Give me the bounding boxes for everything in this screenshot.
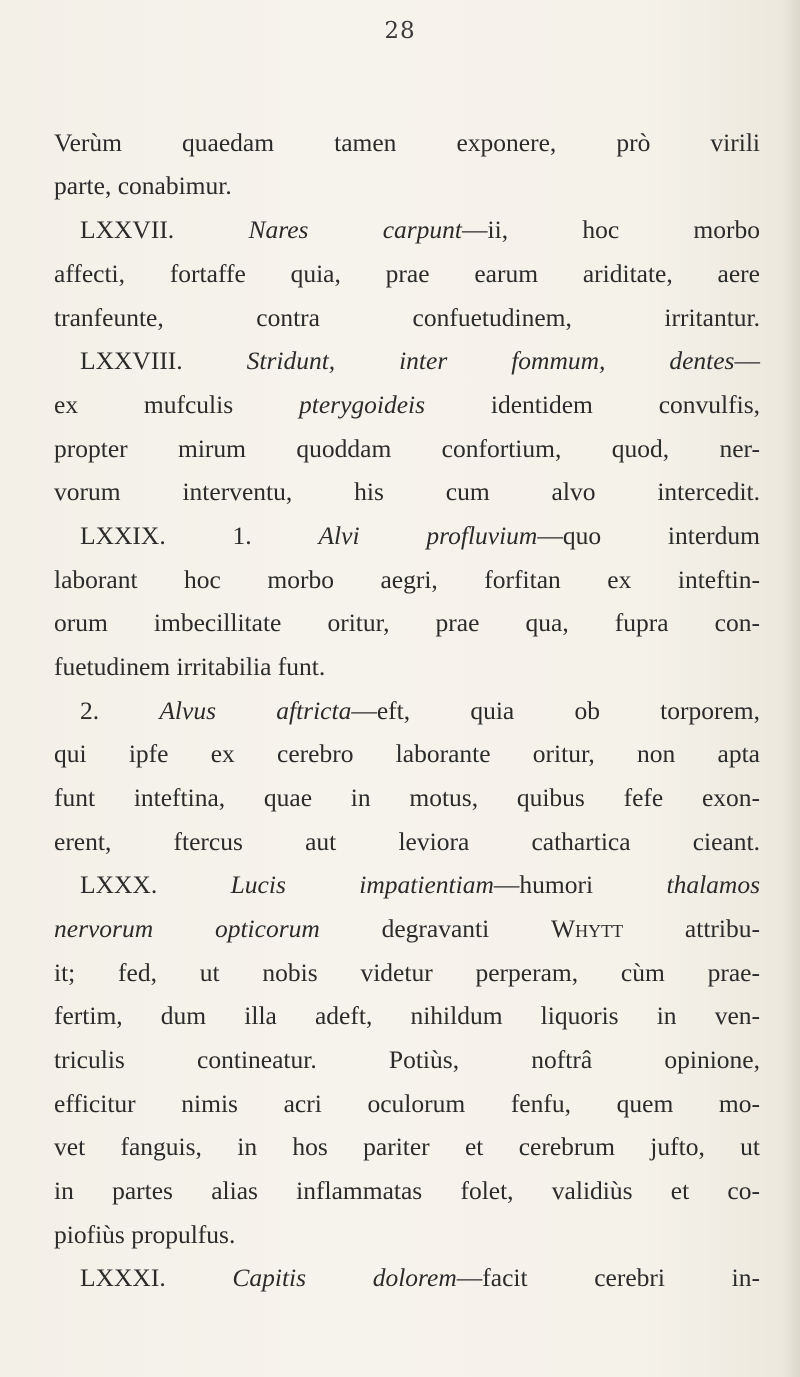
italic-text: Alvi profluvium	[318, 521, 538, 550]
text-run: erent, ftercus aut leviora cathartica cieant.	[54, 827, 760, 856]
text-run: in partes alias inflammatas folet, validiùs et co-	[54, 1176, 760, 1205]
text-run: LXXVIII.	[80, 346, 247, 375]
text-run: —humori	[493, 870, 667, 899]
text-run: it; fed, ut nobis videtur perperam, cùm prae-	[54, 958, 760, 987]
italic-text: Nares carpunt	[248, 215, 463, 244]
text-line	[54, 1126, 760, 1168]
text-line	[54, 253, 760, 295]
text-run: LXXIX. 1.	[80, 521, 319, 550]
text-run: LXXX.	[80, 870, 231, 899]
text-run: affecti, fortaffe quia, prae earum ariditate, aere	[54, 259, 760, 288]
italic-text: Lucis impatientiam	[230, 870, 494, 899]
text-line	[54, 1170, 760, 1212]
text-line	[80, 340, 760, 382]
italic-text: thalamos	[666, 870, 760, 899]
text-line	[80, 690, 760, 732]
text-line	[54, 602, 760, 644]
text-run: ex mufculis	[54, 390, 299, 419]
text-run: LXXXI.	[80, 1263, 233, 1292]
text-run: Verùm quaedam tamen exponere, prò virili	[54, 128, 760, 157]
text-line	[54, 646, 325, 688]
text-line	[80, 515, 760, 557]
text-run: —	[734, 346, 760, 375]
text-run: fertim, dum illa adeft, nihildum liquoris in ven-	[54, 1001, 760, 1030]
text-run: —eft, quia ob torporem,	[351, 696, 761, 725]
text-line	[80, 864, 760, 906]
text-line	[54, 297, 760, 339]
italic-text: pterygoideis	[299, 390, 426, 419]
text-run: parte, conabimur.	[54, 171, 232, 200]
text-line	[54, 471, 760, 513]
page-edge-shadow	[782, 0, 800, 1377]
text-line	[54, 733, 760, 775]
text-run: —quo interdum	[537, 521, 760, 550]
text-run: LXXVII.	[80, 215, 249, 244]
text-line	[80, 209, 760, 251]
text-line	[54, 908, 760, 950]
text-run: piofiùs propulfus.	[54, 1220, 236, 1249]
italic-text: Stridunt, inter fommum, dentes	[246, 346, 735, 375]
text-run: laborant hoc morbo aegri, forfitan ex inteftin-	[54, 565, 760, 594]
text-run: degravanti	[319, 914, 552, 943]
text-run: identidem convulfis,	[425, 390, 760, 419]
text-run: efficitur nimis acri oculorum fenfu, quem mo-	[54, 1089, 760, 1118]
text-line	[54, 428, 760, 470]
page-number: 28	[384, 18, 416, 44]
text-run: 2.	[80, 696, 160, 725]
text-line	[54, 1214, 235, 1256]
text-line	[54, 777, 760, 819]
text-line	[54, 122, 760, 164]
text-line	[54, 1039, 760, 1081]
text-run: orum imbecillitate oritur, prae qua, fupra con-	[54, 608, 760, 637]
text-run: propter mirum quoddam confortium, quod, ner-	[54, 434, 760, 463]
italic-text: Alvus aftricta	[159, 696, 352, 725]
italic-text: Capitis dolorem	[232, 1263, 457, 1292]
text-line	[54, 384, 760, 426]
text-run: funt inteftina, quae in motus, quibus fefe exon-	[54, 783, 760, 812]
text-run: qui ipfe ex cerebro laborante oritur, non apta	[54, 739, 760, 768]
text-run: —facit cerebri in-	[456, 1263, 760, 1292]
text-line	[54, 821, 760, 863]
text-run: —ii, hoc morbo	[462, 215, 760, 244]
italic-text: nervorum opticorum	[54, 914, 320, 943]
text-run: vorum interventu, his cum alvo intercedit.	[54, 477, 760, 506]
text-line	[80, 1257, 760, 1299]
text-line	[54, 559, 760, 601]
text-line	[54, 952, 760, 994]
text-line	[54, 995, 760, 1037]
small-caps-text: Whytt	[551, 914, 624, 943]
text-line	[54, 1083, 760, 1125]
text-run: attribu-	[623, 914, 760, 943]
text-line	[54, 165, 232, 207]
text-run: vet fanguis, in hos pariter et cerebrum jufto, ut	[54, 1132, 760, 1161]
text-run: tranfeunte, contra confuetudinem, irritantur.	[54, 303, 760, 332]
text-run: triculis contineatur. Potiùs, noftrâ opinione,	[54, 1045, 760, 1074]
text-run: fuetudinem irritabilia funt.	[54, 652, 326, 681]
